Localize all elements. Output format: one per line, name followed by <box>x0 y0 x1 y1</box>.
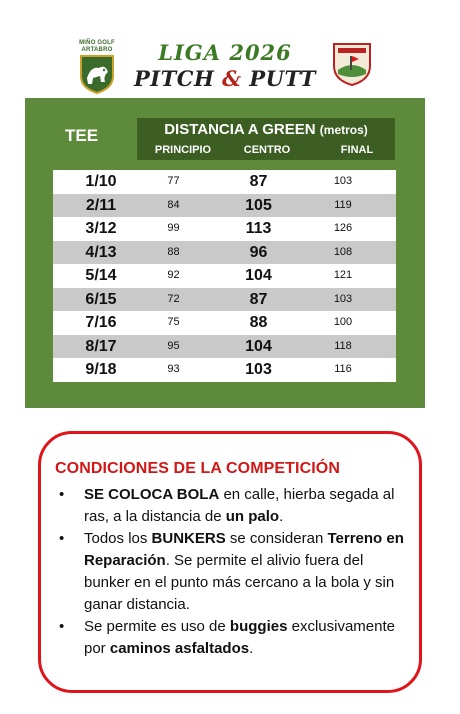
final-cell: 103 <box>333 292 353 305</box>
table-row <box>53 335 396 359</box>
table-row <box>53 170 396 194</box>
condition-text: . <box>249 640 254 657</box>
centro-cell: 104 <box>245 337 272 355</box>
title-line-1: LIGA 2026 <box>158 40 292 65</box>
league-title <box>120 40 330 92</box>
title-putt: PUTT <box>249 66 316 91</box>
distance-title-text: DISTANCIA A GREEN <box>164 121 316 138</box>
principio-cell: 99 <box>167 222 180 234</box>
principio-cell: 77 <box>167 175 180 187</box>
principio-cell: 88 <box>167 245 180 258</box>
condition-text: . <box>279 508 284 525</box>
column-header-centro: CENTRO <box>243 144 291 156</box>
condition-emphasis: Terreno en Reparación <box>84 530 404 569</box>
bullet-icon: • <box>59 618 65 635</box>
column-header-principio: PRINCIPIO <box>154 144 212 156</box>
title-pitch: PITCH <box>133 66 215 91</box>
table-row <box>53 264 396 288</box>
final-cell: 118 <box>334 339 352 352</box>
club-logo-text: MIÑO GOLF ARTABRO <box>79 40 115 53</box>
centro-cell: 87 <box>249 290 268 308</box>
table-row <box>53 358 396 382</box>
association-logo-right <box>330 40 374 90</box>
centro-cell: 88 <box>249 314 268 331</box>
tee-cell: 3/12 <box>85 220 117 237</box>
bullet-icon: • <box>59 486 65 503</box>
tee-cell: 7/16 <box>85 314 117 331</box>
final-cell: 108 <box>333 245 353 258</box>
tee-cell: 6/15 <box>85 290 117 308</box>
condition-emphasis: SE COLOCA BOLA <box>84 486 220 503</box>
distance-unit: (metros) <box>319 123 368 137</box>
condition-text: Todos los <box>84 530 152 547</box>
club-logo-left <box>75 40 119 94</box>
table-row <box>53 311 396 335</box>
principio-cell: 75 <box>167 316 180 328</box>
table-row <box>53 241 396 265</box>
centro-cell: 104 <box>245 267 272 284</box>
tee-cell: 2/11 <box>85 196 117 214</box>
distance-title <box>137 121 395 138</box>
title-ampersand: & <box>222 66 242 91</box>
principio-cell: 95 <box>167 339 180 352</box>
principio-cell: 92 <box>167 269 180 281</box>
column-header-final: FINAL <box>340 144 374 156</box>
distance-header <box>137 118 395 160</box>
centro-cell: 96 <box>249 243 268 261</box>
table-row <box>53 194 396 218</box>
conditions-list <box>57 484 409 660</box>
title-line-2 <box>120 66 330 92</box>
condition-text: Se permite es uso de <box>84 618 230 635</box>
conditions-title: CONDICIONES DE LA COMPETICIÓN <box>55 460 340 477</box>
condition-text: en calle, hierba segada al ras, a la distancia de <box>84 486 395 525</box>
condition-text: se consideran <box>225 530 328 547</box>
condition-item <box>57 528 409 616</box>
table-row <box>53 217 396 241</box>
centro-cell: 105 <box>245 196 272 214</box>
tee-cell: 8/17 <box>85 337 117 355</box>
final-cell: 126 <box>333 222 353 234</box>
tee-header: TEE <box>64 126 99 145</box>
condition-text: . Se permite el alivio fuera del bunker en el punto más cercano a la bola y sin ganar distancia. <box>84 552 395 613</box>
tee-cell: 5/14 <box>85 267 117 284</box>
condition-emphasis: buggies <box>229 618 288 635</box>
final-cell: 119 <box>334 198 352 211</box>
condition-item <box>57 616 409 660</box>
final-cell: 103 <box>333 175 353 187</box>
principio-cell: 93 <box>167 363 180 375</box>
distance-table <box>53 170 396 382</box>
centro-cell: 103 <box>245 361 272 378</box>
table-row <box>53 288 396 312</box>
principio-cell: 84 <box>167 198 180 211</box>
final-cell: 116 <box>334 363 352 375</box>
tee-cell: 4/13 <box>85 243 117 261</box>
condition-text: exclusivamente por <box>84 618 395 657</box>
tee-cell: 9/18 <box>85 361 117 378</box>
bullet-icon: • <box>59 530 65 547</box>
distance-panel <box>25 98 425 408</box>
condition-emphasis: un palo <box>225 508 280 525</box>
centro-cell: 87 <box>249 173 268 190</box>
condition-emphasis: caminos asfaltados <box>109 640 250 657</box>
association-crest-icon <box>330 40 374 86</box>
tee-cell: 1/10 <box>85 173 117 190</box>
conditions-box <box>38 431 422 693</box>
condition-item <box>57 484 409 528</box>
principio-cell: 72 <box>167 292 180 305</box>
final-cell: 100 <box>333 316 353 328</box>
golf-crest-icon <box>75 54 119 94</box>
centro-cell: 113 <box>245 220 272 237</box>
condition-emphasis: BUNKERS <box>151 530 226 547</box>
final-cell: 121 <box>333 269 353 281</box>
header <box>0 38 460 98</box>
